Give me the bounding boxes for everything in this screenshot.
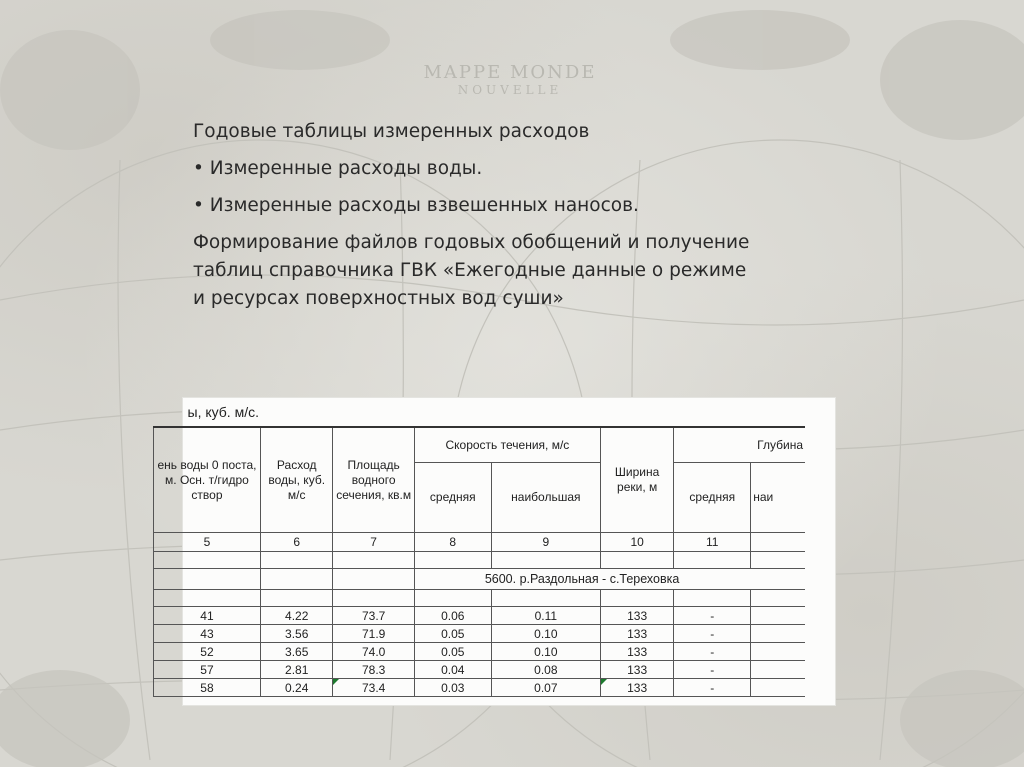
col-number: 10 xyxy=(600,533,673,552)
cell-discharge: 3.65 xyxy=(260,643,333,661)
column-number-row xyxy=(154,533,806,552)
col-number: 5 xyxy=(154,533,261,552)
col-number: 8 xyxy=(414,533,491,552)
cell-width: 133 xyxy=(600,643,673,661)
cell-level: 43 xyxy=(154,625,261,643)
blank-row xyxy=(154,552,806,569)
cell-depth-max xyxy=(751,679,805,697)
cell-speed-mean: 0.06 xyxy=(414,607,491,625)
header-depth-group: Глубина xyxy=(674,427,805,463)
table-row xyxy=(154,625,806,643)
cell-speed-max: 0.08 xyxy=(491,661,600,679)
cell-depth-mean: - xyxy=(674,607,751,625)
header-speed-mean: средняя xyxy=(414,463,491,533)
table-row xyxy=(154,679,806,697)
cell-speed-mean: 0.03 xyxy=(414,679,491,697)
cell-area: 78.3 xyxy=(333,661,414,679)
cell-area: 74.0 xyxy=(333,643,414,661)
cell-discharge: 0.24 xyxy=(260,679,333,697)
cell-depth-mean: - xyxy=(674,643,751,661)
header-water-level: ень воды 0 поста, м. Осн. т/гидро створ xyxy=(154,427,261,533)
cell-area: 71.9 xyxy=(333,625,414,643)
header-speed-max: наибольшая xyxy=(491,463,600,533)
cell-discharge: 3.56 xyxy=(260,625,333,643)
paragraph-files: Формирование файлов годовых обобщений и получение таблиц справочника ГВК «Ежегодные данные о режиме и ресурсах поверхностных вод суши» xyxy=(193,232,750,309)
header-speed-group: Скорость течения, м/с xyxy=(414,427,600,463)
cell-speed-max: 0.10 xyxy=(491,625,600,643)
cell-depth-max xyxy=(751,607,805,625)
cell-width: 133 xyxy=(600,607,673,625)
table-image xyxy=(157,398,835,705)
slide-heading: Годовые таблицы измеренных расходов xyxy=(193,121,590,142)
cell-discharge: 2.81 xyxy=(260,661,333,679)
table-row xyxy=(154,643,806,661)
cell-speed-max: 0.07 xyxy=(491,679,600,697)
table-unit-caption: ы, куб. м/с. xyxy=(154,398,806,427)
cell-speed-mean: 0.04 xyxy=(414,661,491,679)
header-section-area: Площадь водного сечения, кв.м xyxy=(333,427,414,533)
cell-speed-max: 0.10 xyxy=(491,643,600,661)
col-number xyxy=(751,533,805,552)
col-number: 7 xyxy=(333,533,414,552)
cell-width: 133 xyxy=(600,679,673,697)
cell-area: 73.4 xyxy=(333,679,414,697)
cell-width: 133 xyxy=(600,661,673,679)
col-number: 11 xyxy=(674,533,751,552)
bullet-sediment-discharge: • Измеренные расходы взвешенных наносов. xyxy=(193,195,639,216)
cell-depth-max xyxy=(751,625,805,643)
station-name: 5600. р.Раздольная - с.Тереховка xyxy=(414,569,805,590)
cell-depth-mean: - xyxy=(674,661,751,679)
header-river-width: Ширина реки, м xyxy=(600,427,673,533)
cell-speed-mean: 0.05 xyxy=(414,643,491,661)
discharge-table xyxy=(153,398,805,697)
map-title-line1: MAPPE MONDE xyxy=(423,62,597,83)
cell-area: 73.7 xyxy=(333,607,414,625)
cell-depth-max xyxy=(751,661,805,679)
cell-speed-max: 0.11 xyxy=(491,607,600,625)
header-depth-max: наи xyxy=(751,463,805,533)
station-row xyxy=(154,569,806,590)
table-row xyxy=(154,661,806,679)
table-row xyxy=(154,607,806,625)
cell-discharge: 4.22 xyxy=(260,607,333,625)
cell-depth-mean: - xyxy=(674,625,751,643)
map-title-decoration xyxy=(380,62,640,97)
blank-row xyxy=(154,590,806,607)
cell-depth-mean: - xyxy=(674,679,751,697)
col-number: 6 xyxy=(260,533,333,552)
cell-level: 57 xyxy=(154,661,261,679)
cell-width: 133 xyxy=(600,625,673,643)
cell-level: 52 xyxy=(154,643,261,661)
cell-level: 58 xyxy=(154,679,261,697)
cell-level: 41 xyxy=(154,607,261,625)
header-depth-mean: средняя xyxy=(674,463,751,533)
cell-depth-max xyxy=(751,643,805,661)
map-title-line2: NOUVELLE xyxy=(457,83,563,97)
slide-text xyxy=(193,118,753,322)
bullet-water-discharge: • Измеренные расходы воды. xyxy=(193,158,483,179)
header-discharge: Расход воды, куб. м/с xyxy=(260,427,333,533)
cell-speed-mean: 0.05 xyxy=(414,625,491,643)
col-number: 9 xyxy=(491,533,600,552)
